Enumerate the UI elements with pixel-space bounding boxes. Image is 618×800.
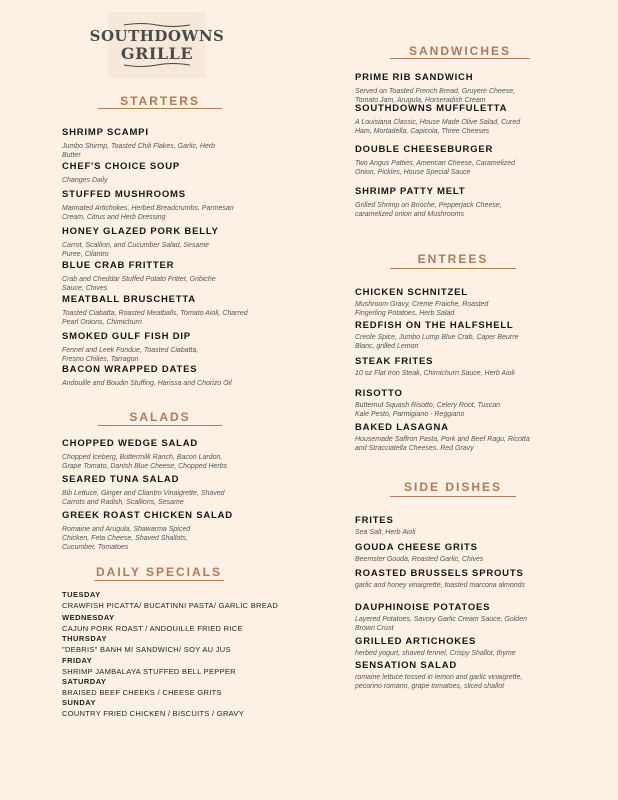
item-description: Creole Spice, Jumbo Lump Blue Crab, Caper Beurre Blanc, grilled Lemon [355,334,519,350]
item-description: Two Angus Patties, American Cheese, Caramelized Onion, Pickles, House Special Sauce [355,160,516,176]
menu-item [62,226,252,259]
item-description: Romaine and Arugula, Shawarma Spiced Chicken, Feta Cheese, Shaved Shallots, Cucumber, Tomatoes [62,526,191,551]
item-description: Carrot, Scallion, and Cucumber Salad, Sesame Puree, Cilantro [62,242,210,258]
menu-item [355,636,545,658]
item-description: 10 oz Flat Iron Steak, Chimichurri Sauce, Herb Aioli [355,370,515,377]
item-description: Crab and Cheddar Stuffed Potato Fritter, Gribiche Sauce, Chives [62,276,216,292]
special-item [62,677,302,698]
item-description: Andouille and Boudin Stuffing, Harissa and Chorizo Oil [62,380,232,387]
special-item [62,634,302,655]
restaurant-logo [89,12,225,78]
flourish-bottom-icon [122,62,192,68]
item-title: FRITES [355,515,394,526]
item-title: SOUTHDOWNS MUFFULETTA [355,103,508,114]
item-title: BAKED LASAGNA [355,422,449,433]
item-title: CHEF'S CHOICE SOUP [62,161,181,172]
menu-item [355,602,545,633]
menu-item [355,103,545,136]
section-heading-side-dishes: SIDE DISHES [403,480,503,494]
section-heading-starters: STARTERS [120,94,200,108]
section-heading-entrees: ENTREES [417,252,489,266]
special-item [62,590,302,611]
item-title: SHRIMP SCAMPI [62,127,149,138]
menu-item [355,515,545,537]
item-description: Housemade Saffron Pasta, Pork and Beef Ragu, Ricotta and Stracciatella Cheeses, Red Gravy [355,436,530,452]
special-day: THURSDAY [62,634,107,643]
menu-item [62,510,252,552]
item-title: ROASTED BRUSSELS SPROUTS [355,568,524,579]
special-item [62,613,302,634]
item-title: CHICKEN SCHNITZEL [355,287,468,298]
special-day: WEDNESDAY [62,613,115,622]
item-description: Bib Lettuce, Ginger and Cliantro Vinaigrette, Shaved Carrots and Radish, Scallions, Sesame [62,490,225,506]
menu-item [355,388,545,419]
item-title: SENSATION SALAD [355,660,458,671]
special-dish: CAJUN PORK ROAST / ANDOUILLE FRIED RICE [62,624,243,633]
item-description: Beemster Gouda, Roasted Garlic, Chives [355,556,484,563]
special-dish: SHRIMP JAMBALAYA STUFFED BELL PEPPER [62,667,236,676]
item-description: Changes Daily [62,177,108,184]
section-heading-salads: SALADS [129,410,191,424]
item-description: Marinated Artichokes, Herbed Breadcrumbs, Parmesan Cream, Citrus and Herb Dressing [62,205,234,221]
section-rule [390,268,516,269]
item-title: BACON WRAPPED DATES [62,364,198,375]
menu-item [355,568,545,590]
menu-item [62,364,252,388]
item-title: GRILLED ARTICHOKES [355,636,477,647]
menu-item [355,660,545,691]
item-description: herbed yogurt, shaved fennel, Crispy Shallot, thyme [355,650,516,657]
item-title: STUFFED MUSHROOMS [62,189,186,200]
item-title: SEARED TUNA SALAD [62,474,180,485]
menu-item [355,356,545,378]
item-title: SMOKED GULF FISH DIP [62,331,191,342]
item-description: A Louisiana Classic, House Made Olive Salad, Cured Ham, Mortadella, Capicola, Three Cheeses [355,119,521,135]
special-day: FRIDAY [62,656,93,665]
item-title: STEAK FRITES [355,356,434,367]
item-description: Layered Potatoes, Savory Garlic Cream Sauce, Golden Brown Crust [355,616,527,632]
special-day: TUESDAY [62,590,101,599]
item-description: garlic and honey vinaigrette, toasted marcona almonds [355,582,526,589]
menu-item [62,189,252,222]
section-rule [94,580,224,581]
item-description: Fennel and Leek Fondue, Toasted Ciabatta, Fresno Chilies, Tarragon [62,347,199,363]
item-title: RISOTTO [355,388,403,399]
menu-item [355,144,545,177]
item-description: Served on Toasted French Bread, Gruyere Cheese, Tomato Jam, Arugula, Horseradish Cream [355,88,516,104]
section-heading-sandwiches: SANDWICHES [408,44,511,58]
menu-item [355,287,545,318]
item-title: PRIME RIB SANDWICH [355,72,474,83]
logo-text-line2: GRILLE [120,44,194,63]
menu-item [62,438,252,471]
item-description: Mushroom Gravy, Creme Fraiche, Roasted Fingerling Potatoes, Herb Salad [355,301,489,317]
special-item [62,656,302,677]
item-title: DOUBLE CHEESEBURGER [355,144,494,155]
item-title: MEATBALL BRUSCHETTA [62,294,196,305]
item-title: GOUDA CHEESE GRITS [355,542,478,553]
menu-item [62,260,252,293]
menu-item [62,474,252,507]
item-description: Chopped Iceberg, Buttermilk Ranch, Bacon Lardon, Grape Tomato, Danish Blue Cheese, Chopped Herbs [62,454,228,470]
item-description: Grilled Shrimp on Brioche, Pepperjack Cheese, caramelized onion and Mushrooms [355,202,502,218]
section-rule [98,108,222,109]
item-description: Jumbo Shirmp, Toasted Chili Flakes, Garlic, Herb Butter [62,143,216,159]
logo-text-line1: SOUTHDOWNS [89,27,225,45]
item-title: CHOPPED WEDGE SALAD [62,438,199,449]
special-item [62,698,302,719]
menu-item [355,422,545,453]
special-dish: BRAISED BEEF CHEEKS / CHEESE GRITS [62,688,222,697]
item-title: BLUE CRAB FRITTER [62,260,175,271]
menu-item [62,331,252,364]
menu-item [355,320,545,351]
menu-item [355,542,545,564]
item-description: Toasted Ciabatta, Roasted Meatballs, Tomato Aioli, Charred Pearl Onions, Chimichurri [62,310,248,326]
special-day: SUNDAY [62,698,96,707]
menu-item [62,161,252,185]
item-description: romaine lettuce tossed in lemon and garlic vinaigrette, pecorino romano, grape tomatoes, sliced shallot [355,674,523,690]
item-title: REDFISH ON THE HALFSHELL [355,320,514,331]
section-rule [390,496,516,497]
special-dish: COUNTRY FRIED CHICKEN / BISCUITS / GRAVY [62,709,245,718]
item-title: GREEK ROAST CHICKEN SALAD [62,510,233,521]
item-description: Butternut Squash Risotto, Celery Root, Tuscan Kale Pesto, Parmigiano - Reggiano [355,402,500,418]
item-title: DAUPHINOISE POTATOES [355,602,491,613]
item-description: Sea Salt, Herb Aioli [355,529,416,536]
menu-item [62,294,252,327]
menu-item [355,186,545,219]
special-dish: "DEBRIS" BANH MI SANDWICH/ SOY AU JUS [62,645,231,654]
menu-item [355,72,545,105]
section-rule [98,425,222,426]
menu-item [62,127,252,160]
section-heading-daily-specials: DAILY SPECIALS [95,565,223,579]
item-title: HONEY GLAZED PORK BELLY [62,226,219,237]
section-rule [390,58,530,59]
item-title: SHRIMP PATTY MELT [355,186,466,197]
special-day: SATURDAY [62,677,107,686]
special-dish: CRAWFISH PICATTA/ BUCATINNI PASTA/ GARLIC BREAD [62,601,279,610]
